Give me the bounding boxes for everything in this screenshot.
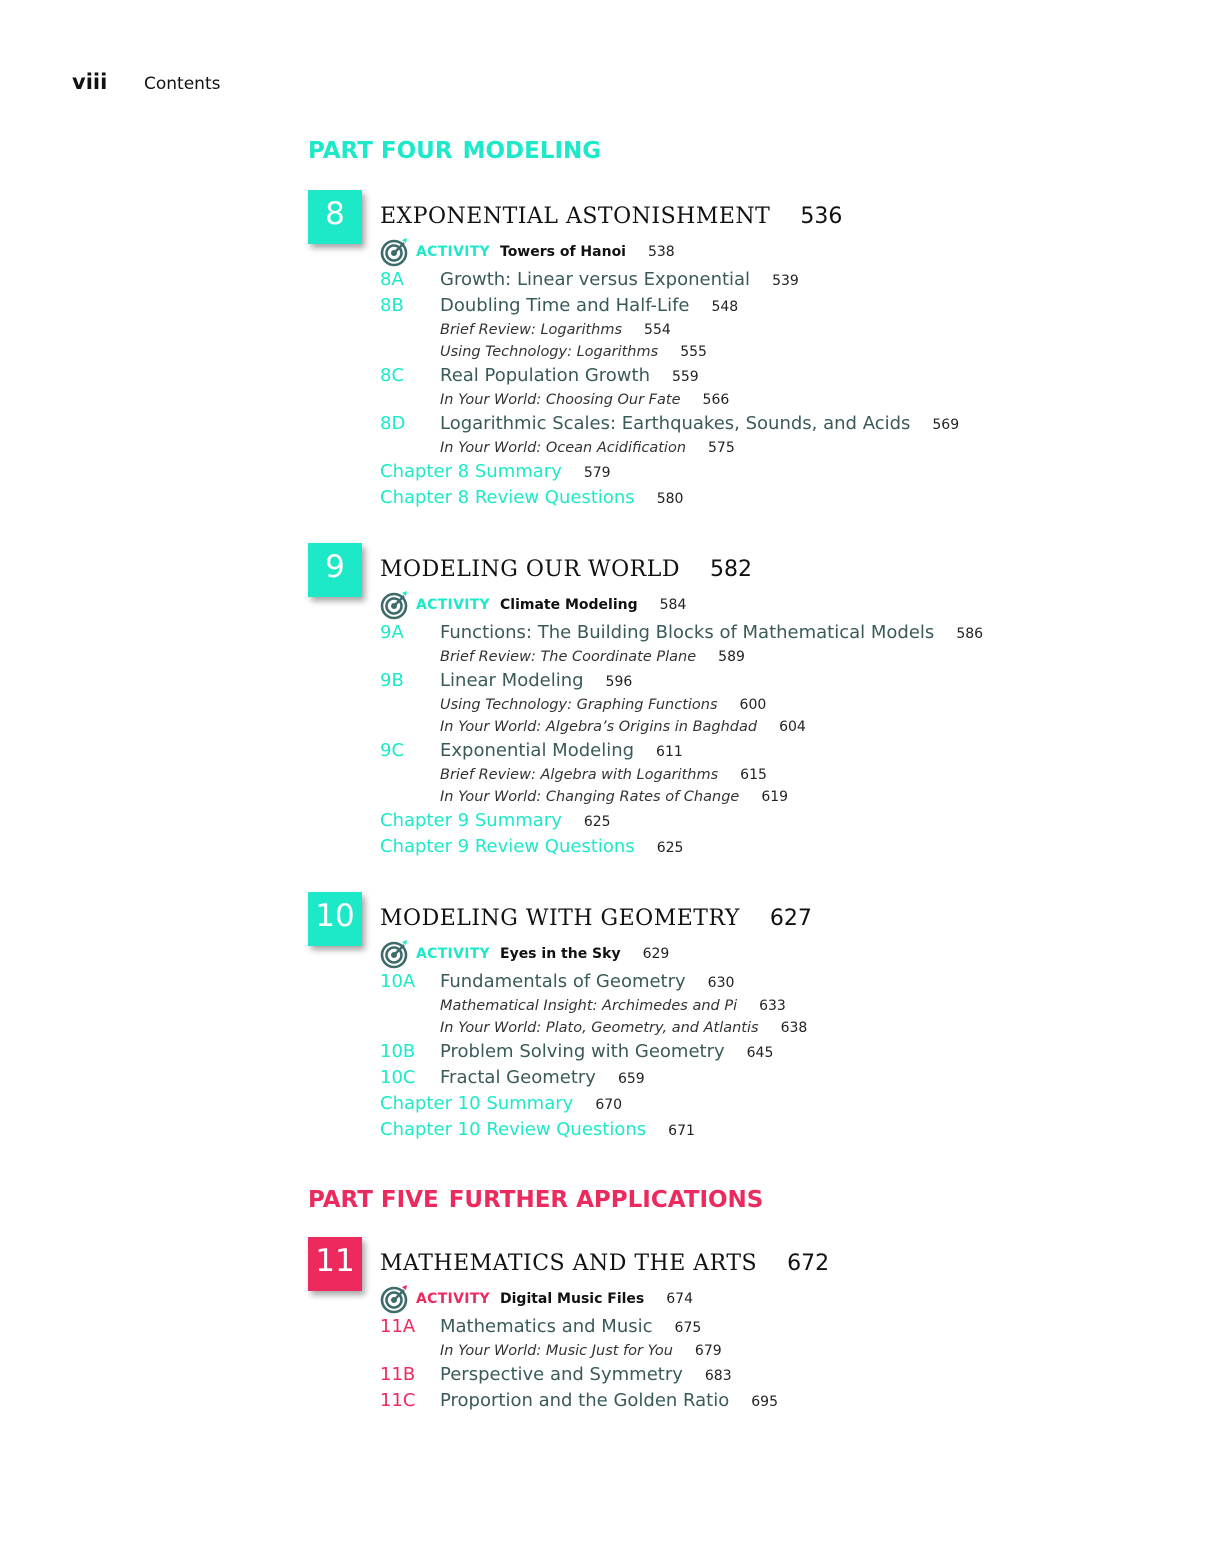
part-heading [308,140,1188,163]
subsection-row[interactable] [380,786,1188,808]
section-page: 630 [707,975,735,991]
subsection-title: Using Technology: Logarithms [440,344,659,360]
section-row[interactable] [380,969,1188,995]
summary-row[interactable] [380,808,1188,834]
chapter-number-box: 11 [308,1237,362,1291]
section-number: 10A [380,971,416,992]
chapter-title: MATHEMATICS AND THE ARTS [380,1251,758,1276]
section-page: 659 [617,1071,645,1087]
chapter-number-box: 9 [308,543,362,597]
subsection-page: 600 [739,697,767,713]
section-row[interactable] [380,363,1188,389]
subsection-row[interactable] [380,437,1188,459]
chapter-10 [308,892,1188,1143]
section-title: Doubling Time and Half-Life [440,295,690,316]
review-row[interactable] [380,485,1188,511]
subsection-page: 633 [759,998,786,1014]
section-title: Linear Modeling [440,670,584,691]
subsection-title: In Your World: Ocean Acidification [440,440,687,456]
activity-label: ACTIVITY [416,597,490,613]
chapter-title-row[interactable] [380,543,1188,582]
activity-title: Climate Modeling [500,597,638,613]
review-row[interactable] [380,834,1188,860]
section-title: Mathematics and Music [440,1316,653,1337]
section-page: 539 [772,273,799,289]
subsection-title: Using Technology: Graphing Functions [440,697,718,713]
subsection-row[interactable] [380,389,1188,411]
activity-row[interactable] [380,590,1188,620]
subsection-page: 615 [740,767,767,783]
activity-label: ACTIVITY [416,244,490,260]
subsection-page: 589 [718,649,745,665]
section-number: 8B [380,295,404,316]
section-row[interactable] [380,1388,1188,1414]
subsection-row[interactable] [380,319,1188,341]
summary-page: 670 [595,1097,623,1113]
subsection-page: 566 [702,392,730,408]
subsection-title: Brief Review: Logarithms [440,322,623,338]
section-row[interactable] [380,738,1188,764]
review-page: 671 [668,1123,695,1139]
subsection-title: Brief Review: The Coordinate Plane [440,649,697,665]
review-page: 580 [656,491,684,507]
subsection-title: Brief Review: Algebra with Logarithms [440,767,719,783]
subsection-row[interactable] [380,1340,1188,1362]
subsection-row[interactable] [380,341,1188,363]
section-row[interactable] [380,668,1188,694]
target-icon [380,939,410,969]
activity-label: ACTIVITY [416,946,490,962]
subsection-title: In Your World: Changing Rates of Change [440,789,740,805]
chapter-11 [308,1237,1188,1414]
section-title: Fundamentals of Geometry [440,971,686,992]
running-head [72,70,220,94]
part-label: PART FOUR [308,138,453,164]
subsection-title: In Your World: Plato, Geometry, and Atlantis [440,1020,759,1036]
summary-title: Chapter 8 Summary [380,461,562,482]
section-title: Proportion and the Golden Ratio [440,1390,730,1411]
subsection-page: 638 [780,1020,808,1036]
activity-row[interactable] [380,1284,1188,1314]
part-name: MODELING [462,138,602,164]
section-page: 596 [605,674,633,690]
subsection-row[interactable] [380,764,1188,786]
subsection-page: 575 [708,440,735,456]
section-row[interactable] [380,1314,1188,1340]
chapter-page: 536 [800,204,843,229]
summary-page: 625 [583,814,611,830]
activity-title: Digital Music Files [500,1291,645,1307]
chapter-page: 627 [769,906,812,931]
section-number: 9B [380,670,404,691]
section-title: Problem Solving with Geometry [440,1041,725,1062]
chapter-title: EXPONENTIAL ASTONISHMENT [380,204,771,229]
chapter-page: 582 [709,557,752,582]
review-page: 625 [656,840,684,856]
section-row[interactable] [380,267,1188,293]
section-page: 559 [671,369,699,385]
section-page: 586 [956,626,984,642]
section-page: 695 [751,1394,778,1410]
summary-page: 579 [583,465,611,481]
target-icon [380,237,410,267]
subsection-page: 619 [761,789,789,805]
part-four [308,140,1188,163]
section-row[interactable] [380,411,1188,437]
section-row[interactable] [380,293,1188,319]
section-page: 548 [711,299,739,315]
section-title: Logarithmic Scales: Earthquakes, Sounds, and Acids [440,413,911,434]
part-name: FURTHER APPLICATIONS [448,1187,764,1213]
activity-page: 538 [647,244,675,260]
subsection-page: 555 [680,344,707,360]
section-page: 675 [674,1320,702,1336]
subsection-title: In Your World: Algebra’s Origins in Baghdad [440,719,758,735]
section-page: 611 [656,744,683,760]
chapter-9 [308,543,1188,860]
subsection-title: In Your World: Choosing Our Fate [440,392,681,408]
section-number: 11A [380,1316,416,1337]
subsection-title: Mathematical Insight: Archimedes and Pi [440,998,738,1014]
section-title: Real Population Growth [440,365,650,386]
subsection-row[interactable] [380,1017,1188,1039]
review-title: Chapter 10 Review Questions [380,1119,647,1140]
activity-row[interactable] [380,939,1188,969]
subsection-page: 679 [694,1343,722,1359]
section-number: 11B [380,1364,416,1385]
subsection-row[interactable] [380,694,1188,716]
section-row[interactable] [380,1362,1188,1388]
part-label: PART FIVE [308,1187,439,1213]
chapter-title: MODELING WITH GEOMETRY [380,906,740,931]
summary-row[interactable] [380,1091,1188,1117]
section-number: 9A [380,622,404,643]
section-title: Growth: Linear versus Exponential [440,269,751,290]
subsection-row[interactable] [380,995,1188,1017]
section-row[interactable] [380,1065,1188,1091]
section-title: Fractal Geometry [440,1067,596,1088]
review-row[interactable] [380,1117,1188,1143]
subsection-row[interactable] [380,716,1188,738]
chapter-number-box: 8 [308,190,362,244]
activity-title: Eyes in the Sky [500,946,621,962]
section-row[interactable] [380,1039,1188,1065]
activity-page: 584 [659,597,687,613]
activity-page: 629 [642,946,670,962]
chapter-title-row[interactable] [380,1237,1188,1276]
subsection-page: 604 [779,719,806,735]
section-title: Exponential Modeling [440,740,635,761]
subsection-page: 554 [644,322,671,338]
review-title: Chapter 9 Review Questions [380,836,635,857]
part-five [308,1189,1188,1212]
target-icon [380,1284,410,1314]
section-page: 645 [746,1045,774,1061]
activity-row[interactable] [380,237,1188,267]
section-number: 8C [380,365,405,386]
section-number: 10B [380,1041,416,1062]
chapter-8 [308,190,1188,511]
chapter-title-row[interactable] [380,892,1188,931]
section-title: Functions: The Building Blocks of Mathematical Models [440,622,935,643]
summary-row[interactable] [380,459,1188,485]
section-row[interactable] [380,620,1188,646]
activity-title: Towers of Hanoi [500,244,626,260]
section-title: Perspective and Symmetry [440,1364,683,1385]
page-folio: viii [72,70,108,94]
chapter-page: 672 [787,1251,830,1276]
section-number: 11C [380,1390,416,1411]
section-number: 9C [380,740,405,761]
activity-label: ACTIVITY [416,1291,490,1307]
chapter-title: MODELING OUR WORLD [380,557,680,582]
section-number: 8A [380,269,404,290]
section-number: 8D [380,413,406,434]
subsection-title: In Your World: Music Just for You [440,1343,673,1359]
activity-page: 674 [666,1291,693,1307]
review-title: Chapter 8 Review Questions [380,487,635,508]
section-page: 569 [932,417,960,433]
running-title: Contents [144,74,221,94]
summary-title: Chapter 9 Summary [380,810,562,831]
part-heading [308,1189,1188,1212]
chapter-number-box: 10 [308,892,362,946]
chapter-title-row[interactable] [380,190,1188,229]
summary-title: Chapter 10 Summary [380,1093,574,1114]
target-icon [380,590,410,620]
section-page: 683 [704,1368,732,1384]
section-number: 10C [380,1067,416,1088]
subsection-row[interactable] [380,646,1188,668]
